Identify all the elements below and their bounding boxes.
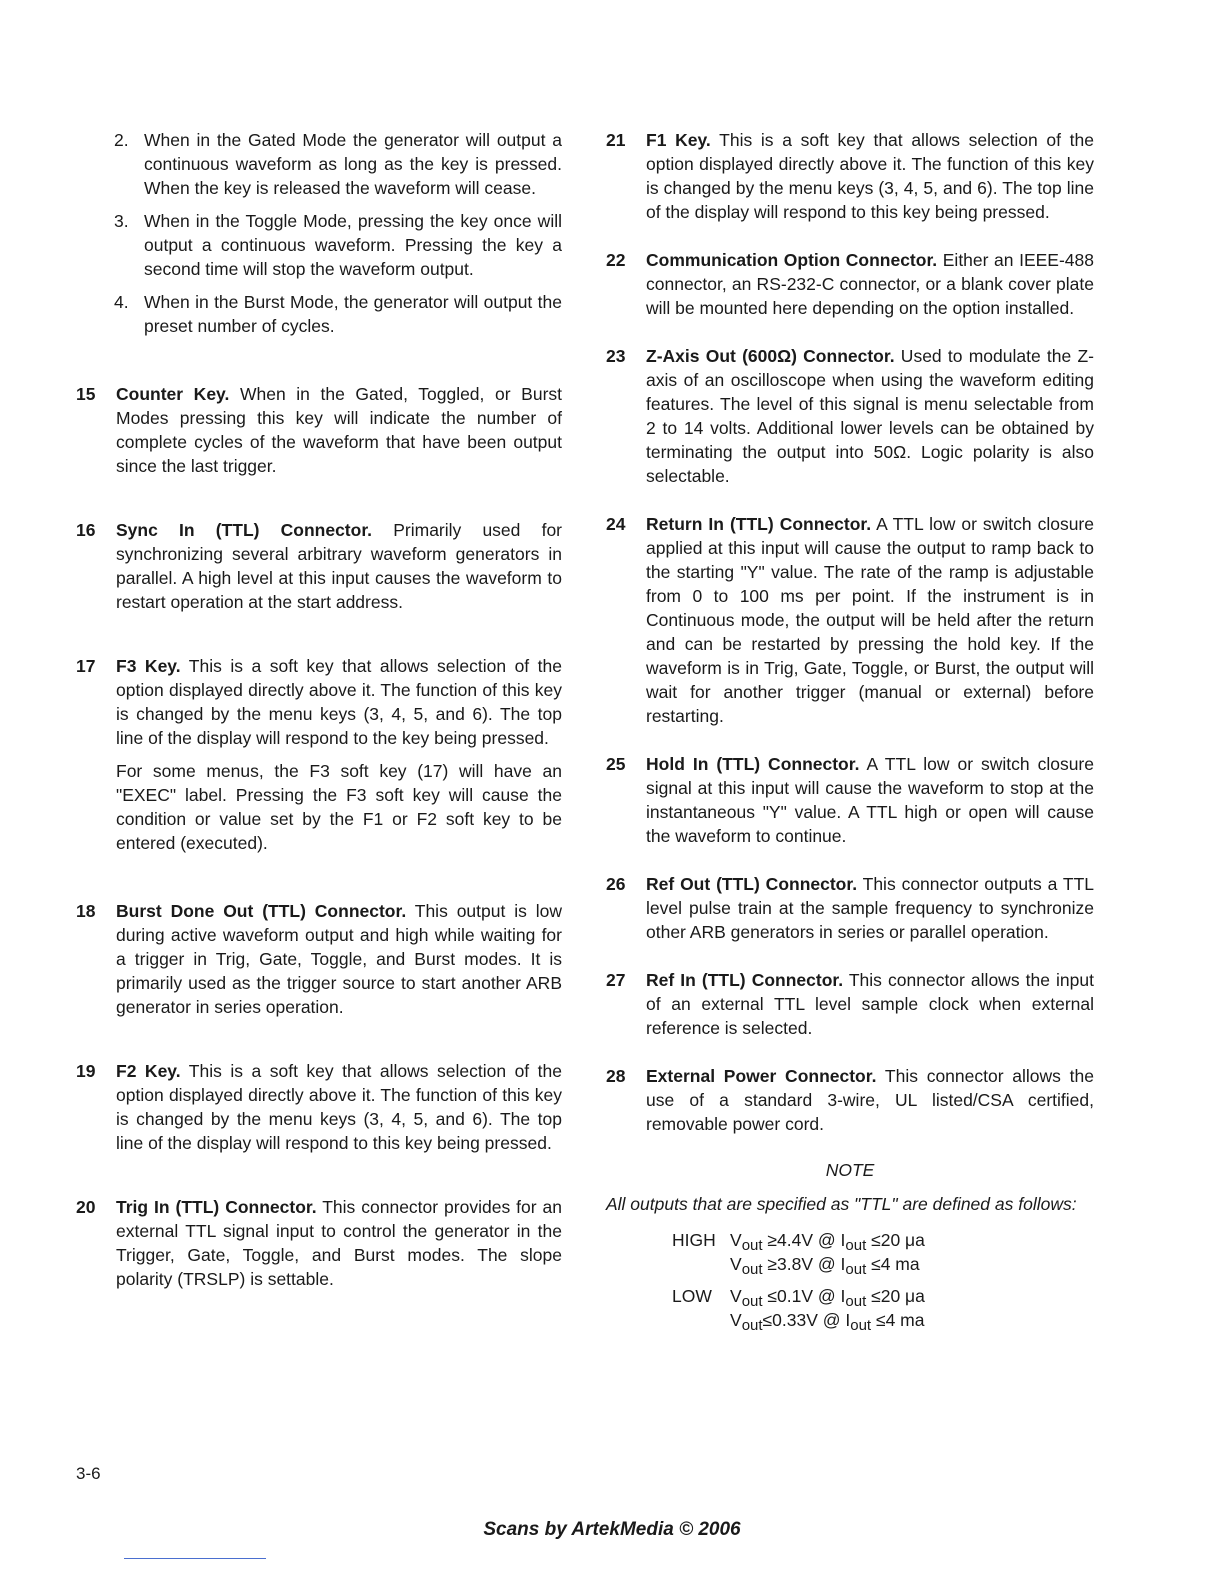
- item-extra-text: For some menus, the F3 soft key (17) will have an "EXEC" label. Pressing the F3 soft key will cause the condition or value set by the F1 or F2 soft key to be entered (executed).: [116, 761, 562, 853]
- spec-i: I: [840, 1254, 846, 1274]
- spec-limit: ≤20 μa: [866, 1286, 925, 1306]
- sub-item-text: When in the Burst Mode, the generator will output the preset number of cycles.: [144, 292, 562, 336]
- item-text: This is a soft key that allows selection of the option displayed directly above it. The function of this key is changed by the menu keys (3, 4, 5, and 6). The top line of the display will respond to the key being pressed.: [116, 656, 562, 748]
- item-15-counter-key: [76, 382, 562, 478]
- item-24-return-in: [606, 512, 1094, 728]
- item-title: Burst Done Out (TTL) Connector.: [116, 901, 407, 921]
- item-number: 27: [606, 970, 626, 990]
- item-text: Used to modulate the Z-axis of an oscilloscope when using the waveform editing features. The level of this signal is menu selectable from 2 to 14 volts. Additional lower levels can be obtained by terminating the output into 50Ω. Logic polarity is also selectable.: [646, 346, 1094, 486]
- item-number: 25: [606, 754, 626, 774]
- spec-limit: ≤20 μa: [866, 1230, 925, 1250]
- item-28-external-power: [606, 1064, 1094, 1136]
- list-item: [114, 209, 562, 281]
- item-title: F1 Key.: [646, 130, 711, 150]
- item-number: 21: [606, 130, 626, 150]
- sub-item-text: When in the Toggle Mode, pressing the key once will output a continuous waveform. Pressing the key a second time will stop the waveform output.: [144, 211, 562, 279]
- item-text: Primarily used for synchronizing several arbitrary waveform generators in parallel. A high level at this input causes the waveform to restart operation at the start address.: [116, 520, 563, 612]
- item-26-ref-out: [606, 872, 1094, 944]
- left-column: [76, 128, 562, 1291]
- item-text: This connector outputs a TTL level pulse train at the sample frequency to synchronize other ARB generators in series or parallel operation.: [646, 874, 1094, 942]
- spec-cond: ≥4.4V @: [762, 1230, 841, 1250]
- spec-row-high-2: [672, 1252, 1094, 1276]
- spec-i-sub: out: [850, 1317, 872, 1334]
- spec-v-sub: out: [741, 1261, 763, 1278]
- sub-item-number: 4.: [114, 292, 129, 312]
- item-18-burst-done-out: [76, 899, 562, 1019]
- footer-link-underline: [124, 1558, 266, 1559]
- spec-cond: ≥3.8V @: [762, 1254, 841, 1274]
- item-title: Counter Key.: [116, 384, 230, 404]
- note-text: All outputs that are specified as "TTL" are defined as follows:: [606, 1194, 1077, 1214]
- spec-cond: ≤0.1V @: [762, 1286, 841, 1306]
- sub-item-number: 3.: [114, 211, 129, 231]
- item-number: 24: [606, 514, 626, 534]
- item-title: Hold In (TTL) Connector.: [646, 754, 860, 774]
- item-17-f3-key: [76, 654, 562, 855]
- item-number: 18: [76, 901, 96, 921]
- item-number: 28: [606, 1066, 626, 1086]
- spec-cond: ≤0.33V @: [762, 1310, 846, 1330]
- item-number: 15: [76, 384, 96, 404]
- spec-v-sub: out: [741, 1293, 763, 1310]
- item-27-ref-in: [606, 968, 1094, 1040]
- item-text: This connector allows the use of a standard 3-wire, UL listed/CSA certified, removable power cord.: [646, 1066, 1094, 1134]
- item-title: Communication Option Connector.: [646, 250, 938, 270]
- spec-limit: ≤4 ma: [871, 1310, 925, 1330]
- item-title: External Power Connector.: [646, 1066, 877, 1086]
- item-text: This connector provides for an external TTL signal input to control the generator in the Trigger, Gate, Toggle, and Burst modes. The slope polarity (TRSLP) is settable.: [116, 1197, 562, 1289]
- list-item: [114, 290, 562, 338]
- spec-v-sub: out: [741, 1317, 763, 1334]
- item-title: F3 Key.: [116, 656, 181, 676]
- spec-i-sub: out: [845, 1261, 867, 1278]
- item-text: A TTL low or switch closure signal at this input will cause the waveform to stop at the instantaneous "Y" value. A TTL high or open will cause the waveform to continue.: [646, 754, 1094, 846]
- spec-i-sub: out: [845, 1293, 867, 1310]
- item-22-communication-option: [606, 248, 1094, 320]
- item-text: This is a soft key that allows selection of the option displayed directly above it. The function of this key is changed by the menu keys (3, 4, 5, and 6). The top line of the display will respond to this key being pressed.: [646, 130, 1095, 222]
- spec-v: V: [730, 1230, 742, 1250]
- spec-v: V: [730, 1310, 742, 1330]
- list-item: [114, 128, 562, 200]
- item-title: Z-Axis Out (600Ω) Connector.: [646, 346, 895, 366]
- item-title: F2 Key.: [116, 1061, 181, 1081]
- item-text: When in the Gated, Toggled, or Burst Modes pressing this key will indicate the number of complete cycles of the waveform that have been output since the last trigger.: [116, 384, 563, 476]
- item-number: 17: [76, 656, 96, 676]
- spec-label: [672, 1308, 730, 1332]
- item-title: Ref Out (TTL) Connector.: [646, 874, 858, 894]
- item-title: Return In (TTL) Connector.: [646, 514, 872, 534]
- item-number: 23: [606, 346, 626, 366]
- item-number: 19: [76, 1061, 96, 1081]
- item-title: Trig In (TTL) Connector.: [116, 1197, 317, 1217]
- ttl-spec-table: [672, 1228, 1094, 1332]
- spec-row-high: [672, 1228, 1094, 1252]
- item-text: A TTL low or switch closure applied at this input will cause the output to ramp back to the starting "Y" value. The rate of the ramp is adjustable from 0 to 100 ms per point. If the instrument is in Continuous mode, the output will be held after the return and can be restarted by pressing the hold key. If the waveform is in Trig, Gate, Toggle, or Burst, the output will wait for another trigger (manual or external) before restarting.: [646, 514, 1094, 726]
- note-title: NOTE: [825, 1160, 875, 1180]
- spec-v: V: [730, 1254, 742, 1274]
- item-19-f2-key: [76, 1059, 562, 1155]
- spec-i-sub: out: [845, 1237, 867, 1254]
- item-number: 22: [606, 250, 626, 270]
- sub-item-number: 2.: [114, 130, 129, 150]
- mode-sub-list: [114, 128, 562, 338]
- item-25-hold-in: [606, 752, 1094, 848]
- item-21-f1-key: [606, 128, 1094, 224]
- page-number: 3-6: [76, 1464, 101, 1483]
- spec-v: V: [730, 1286, 742, 1306]
- spec-label: LOW: [672, 1286, 712, 1306]
- spec-i: I: [840, 1230, 846, 1250]
- item-number: 26: [606, 874, 626, 894]
- item-text: This is a soft key that allows selection of the option displayed directly above it. The function of this key is changed by the menu keys (3, 4, 5, and 6). The top line of the display will respond to this key being pressed.: [116, 1061, 562, 1153]
- item-23-z-axis-out: [606, 344, 1094, 488]
- scan-credit: Scans by ArtekMedia © 2006: [483, 1519, 741, 1540]
- spec-limit: ≤4 ma: [866, 1254, 920, 1274]
- spec-label: HIGH: [672, 1230, 716, 1250]
- spec-row-low: [672, 1284, 1094, 1308]
- spec-i: I: [840, 1286, 846, 1306]
- spec-label: [672, 1252, 730, 1276]
- spec-v-sub: out: [741, 1237, 763, 1254]
- item-number: 16: [76, 520, 96, 540]
- spec-row-low-2: [672, 1308, 1094, 1332]
- item-text: Either an IEEE-488 connector, an RS-232-C connector, or a blank cover plate will be mounted here depending on the option installed.: [646, 250, 1095, 318]
- item-20-trig-in: [76, 1195, 562, 1291]
- item-16-sync-in: [76, 518, 562, 614]
- item-text: This output is low during active waveform output and high while waiting for a trigger in Trig, Gate, Toggle, and Burst modes. It is primarily used as the trigger source to start another ARB generator in series operation.: [116, 901, 562, 1017]
- item-number: 20: [76, 1197, 96, 1217]
- right-column: [606, 128, 1094, 1332]
- item-title: Ref In (TTL) Connector.: [646, 970, 844, 990]
- item-text: This connector allows the input of an external TTL level sample clock when external reference is selected.: [646, 970, 1094, 1038]
- spec-i: I: [845, 1310, 851, 1330]
- sub-item-text: When in the Gated Mode the generator will output a continuous waveform as long as the key is pressed. When the key is released the waveform will cease.: [144, 130, 562, 198]
- item-title: Sync In (TTL) Connector.: [116, 520, 373, 540]
